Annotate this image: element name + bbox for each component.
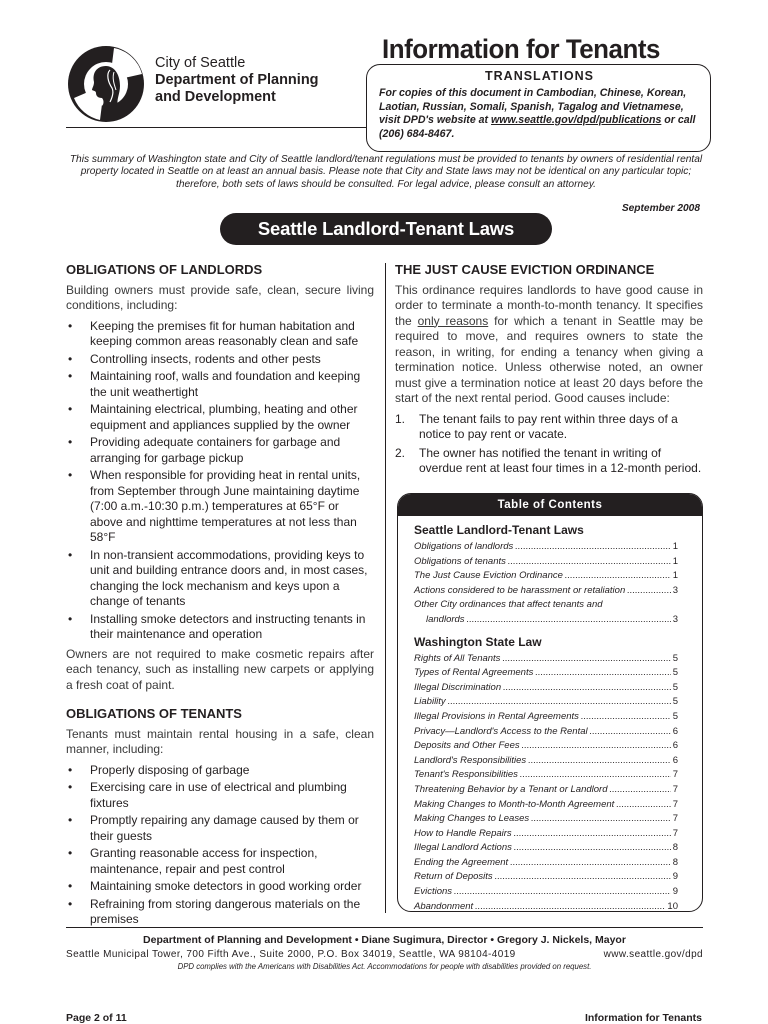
toc-leader (609, 783, 670, 798)
toc-entry[interactable] (414, 725, 678, 740)
landlords-intro: Building owners must provide safe, clean, secure living conditions, including: (66, 282, 374, 312)
toc-entry-page: 6 (672, 740, 678, 752)
list-item (395, 446, 703, 477)
toc-entry[interactable] (414, 584, 678, 599)
toc-body (398, 516, 702, 912)
toc-entry-page: 8 (672, 842, 678, 854)
toc-entry[interactable] (414, 900, 678, 912)
toc-entry-page: 7 (672, 813, 678, 825)
toc-entry[interactable] (414, 681, 678, 696)
toc-group-state-list (414, 652, 678, 912)
department-line2: and Development (155, 89, 276, 105)
toc-entry[interactable] (414, 540, 678, 555)
toc-entry-title: Making Changes to Month-to-Month Agreement (414, 798, 615, 810)
tenants-intro: Tenants must maintain rental housing in a safe, clean manner, including: (66, 726, 374, 756)
toc-leader (514, 841, 671, 856)
toc-entry[interactable] (414, 652, 678, 667)
toc-entry-page: 9 (672, 886, 678, 898)
item-text: The tenant fails to pay rent within three days of a notice to pay rent or vacate. (419, 411, 678, 441)
tenants-heading: OBLIGATIONS OF TENANTS (66, 706, 242, 721)
translations-link[interactable]: www.seattle.gov/dpd/publications (491, 114, 662, 126)
toc-leader (522, 739, 671, 754)
city-name: City of Seattle (155, 55, 246, 71)
toc-leader (616, 798, 670, 813)
item-text: The owner has notified the tenant in writing of overdue rent at least four times in a 12-month period. (419, 445, 702, 475)
toc-entry-title: Tenant's Responsibilities (414, 769, 518, 781)
toc-entry-title-cont: landlords (426, 613, 465, 625)
footer-rule (66, 927, 703, 928)
toc-entry-title: Illegal Landlord Actions (414, 842, 512, 854)
toc-entry[interactable] (414, 666, 678, 681)
footer-department: Department of Planning and Development • Diane Sugimura, Director • Gregory J. Nickels, Mayor (143, 934, 626, 946)
list-item: • Controlling insects, rodents and other pests (66, 352, 374, 368)
toc-entry-page: 5 (672, 667, 678, 679)
toc-entry-title: Actions considered to be harassment or retaliation (414, 584, 626, 596)
toc-entry[interactable] (414, 885, 678, 900)
publication-date: September 2008 (621, 203, 700, 214)
list-item: • Refraining from storing dangerous materials on the premises (66, 897, 374, 928)
toc-entry-title: Deposits and Other Fees (414, 740, 520, 752)
toc-group-seattle: Seattle Landlord-Tenant Laws (414, 523, 584, 537)
toc-entry-page: 9 (672, 871, 678, 883)
item-number: 2. (395, 445, 406, 460)
eviction-heading: THE JUST CAUSE EVICTION ORDINANCE (395, 262, 655, 277)
translations-text-start: For copies of this document in Cambodian, Chinese, Korean, Laotian, Russian, Somali, Spanish, Tagalog and Vietnamese, visit DPD's website at (379, 87, 687, 126)
section-banner: Seattle Landlord-Tenant Laws (220, 213, 552, 245)
toc-entry-page: 10 (667, 900, 678, 912)
toc-entry-title: Types of Rental Agreements (414, 667, 534, 679)
list-item: • Granting reasonable access for inspection, maintenance, repair and pest control (66, 846, 374, 877)
toc-entry-page: 3 (672, 613, 678, 625)
toc-entry-title: Liability (414, 696, 446, 708)
toc-entry-page: 5 (672, 681, 678, 693)
toc-entry[interactable] (414, 783, 678, 798)
toc-group-seattle-list (414, 540, 678, 598)
list-item: • In non-transient accommodations, providing keys to unit and building entrance doors and, in most cases, changing the lock mechanism and keys upon a change of tenants (66, 548, 374, 610)
toc-entry-page: 1 (672, 570, 678, 582)
toc-leader (565, 569, 671, 584)
city-of-seattle-logo (66, 44, 146, 124)
toc-entry[interactable] (414, 768, 678, 783)
eviction-text-start: This ordinance requires landlords to have good cause in order to terminate a month-to-month tenancy. It specifies the (395, 282, 703, 328)
toc-entry-page: 1 (672, 555, 678, 567)
toc-entry-page: 7 (672, 783, 678, 795)
toc-entry-page: 5 (672, 710, 678, 722)
toc-leader (627, 584, 670, 599)
department-name (155, 55, 319, 106)
landlords-note: Owners are not required to make cosmetic repairs after each tenancy, such as installing new carpets or applying a fresh coat of paint. (66, 646, 374, 692)
list-item: • Installing smoke detectors and instructing tenants in their maintenance and operation (66, 612, 374, 643)
toc-entry[interactable] (414, 569, 678, 584)
list-item: • Maintaining roof, walls and foundation and keeping the unit weathertight (66, 369, 374, 400)
toc-entry[interactable] (414, 555, 678, 570)
summary-paragraph: This summary of Washington state and City of Seattle landlord/tenant regulations must be provided to tenants by owners of residential rental property located in Seattle on at least an annual basis. Please note that City and State laws may not be identical on any particular topic; therefore, both sets of laws should be consulted. For legal advice, please consult an attorney. (69, 154, 703, 190)
toc-leader (510, 856, 671, 871)
eviction-text-end: for which a tenant in Seattle may be required to move, and requires owners to state the reason, in writing, for ending a tenancy when giving a termination notice. Unless otherwise noted, an owner must give a termination notice at least 20 days before the start of the next rental period. Good causes include: (395, 313, 704, 405)
toc-entry-title: Illegal Provisions in Rental Agreements (414, 710, 579, 722)
list-item: • Keeping the premises fit for human habitation and keeping common areas reasonably clean and safe (66, 319, 374, 350)
footer-document-title: Information for Tenants (584, 1012, 702, 1024)
toc-leader (503, 681, 671, 696)
translations-text (379, 87, 700, 141)
page-number: Page 2 of 11 (66, 1012, 127, 1024)
toc-entry-title: Privacy—Landlord's Access to the Rental (414, 725, 588, 737)
toc-entry-page: 8 (672, 856, 678, 868)
translations-title: TRANSLATIONS (485, 69, 594, 83)
toc-entry-title: Landlord's Responsibilities (414, 754, 527, 766)
toc-leader (520, 768, 671, 783)
toc-entry-title: Rights of All Tenants (414, 652, 501, 664)
toc-group-state: Washington State Law (414, 634, 542, 649)
tenants-list (66, 763, 374, 928)
department-line1: Department of Planning (155, 72, 319, 88)
toc-entry-page: 5 (672, 652, 678, 664)
toc-entry[interactable] (414, 856, 678, 871)
toc-entry[interactable] (414, 812, 678, 827)
footer-address: Seattle Municipal Tower, 700 Fifth Ave., Suite 2000, P.O. Box 34019, Seattle, WA 98104-4019 (66, 949, 516, 960)
toc-entry[interactable] (414, 739, 678, 754)
toc-entry-title: How to Handle Repairs (414, 827, 512, 839)
toc-entry[interactable] (414, 598, 678, 627)
toc-leader (535, 666, 670, 681)
toc-leader (454, 885, 671, 900)
toc-entry[interactable] (414, 710, 678, 725)
toc-leader (514, 827, 671, 842)
toc-entry-title: Making Changes to Leases (414, 813, 530, 825)
list-item: • Properly disposing of garbage (66, 763, 374, 779)
list-item: • Maintaining smoke detectors in good working order (66, 879, 374, 895)
toc-leader (581, 710, 671, 725)
toc-leader (590, 725, 671, 740)
toc-entry-title: Return of Deposits (414, 871, 493, 883)
footer-address-line (66, 949, 703, 960)
toc-leader (495, 870, 671, 885)
eviction-emphasis: only reasons (417, 313, 489, 328)
document-title: Information for Tenants (382, 34, 660, 64)
landlords-list (66, 319, 374, 643)
right-column (395, 262, 703, 480)
list-item: • Promptly repairing any damage caused by them or their guests (66, 813, 374, 844)
toc-entry-page: 3 (672, 584, 678, 596)
toc-entry-page: 6 (672, 725, 678, 737)
toc-entry-title: Illegal Discrimination (414, 681, 502, 693)
toc-leader (515, 540, 670, 555)
good-causes-list (395, 412, 703, 477)
toc-entry-title: Obligations of tenants (414, 555, 506, 567)
toc-entry[interactable] (414, 870, 678, 885)
toc-entry-page: 1 (672, 541, 678, 552)
toc-leader (467, 613, 671, 628)
table-of-contents (397, 493, 703, 912)
header-rule (66, 127, 366, 128)
toc-leader (528, 754, 671, 769)
item-number: 1. (395, 411, 406, 426)
toc-leader (448, 695, 671, 710)
translations-text-end: or call (206) 684-8467. (379, 114, 696, 140)
toc-entry[interactable] (414, 841, 678, 856)
landlords-heading: OBLIGATIONS OF LANDLORDS (66, 262, 263, 277)
toc-entry-title: Threatening Behavior by a Tenant or Landlord (414, 783, 608, 795)
toc-entry-title: Abandonment (414, 900, 474, 912)
toc-entry-page: 7 (672, 769, 678, 781)
toc-entry-title: Other City ordinances that affect tenants and (414, 599, 603, 611)
toc-entry[interactable] (414, 827, 678, 842)
toc-entry-page: 7 (672, 798, 678, 810)
toc-entry-page: 6 (672, 754, 678, 766)
toc-entry[interactable] (414, 798, 678, 813)
toc-entry-title: Ending the Agreement (414, 856, 509, 868)
toc-leader (508, 555, 671, 570)
left-column (66, 262, 374, 932)
translations-box (366, 64, 711, 152)
toc-entry-continuation (414, 613, 678, 628)
list-item: • When responsible for providing heat in rental units, from September through June maintaining daytime (7:00 a.m.-10:30 p.m.) temperatures at 65°F or above and nighttime temperatures at not less than 58°F (66, 468, 374, 546)
toc-entry[interactable] (414, 754, 678, 769)
toc-entry-title: Evictions (414, 886, 453, 898)
toc-leader (475, 900, 665, 912)
toc-entry-page: 7 (672, 827, 678, 839)
list-item: • Maintaining electrical, plumbing, heating and other equipment and appliances supplied by the owner (66, 402, 374, 433)
toc-entry-title: Obligations of landlords (414, 541, 514, 552)
column-divider (385, 263, 386, 913)
list-item (395, 412, 703, 443)
toc-leader (502, 652, 670, 667)
footer-ada-note: DPD complies with the Americans with Disabilities Act. Accommodations for people with disabilities provided on request. (177, 962, 592, 971)
list-item: • Exercising care in use of electrical and plumbing fixtures (66, 780, 374, 811)
toc-entry-title: The Just Cause Eviction Ordinance (414, 570, 563, 582)
toc-entry-page: 5 (672, 696, 678, 708)
eviction-paragraph (395, 283, 703, 407)
toc-entry[interactable] (414, 695, 678, 710)
toc-title: Table of Contents (398, 494, 702, 516)
toc-leader (531, 812, 671, 827)
footer-website[interactable]: www.seattle.gov/dpd (603, 949, 703, 960)
list-item: • Providing adequate containers for garbage and arranging for garbage pickup (66, 435, 374, 466)
